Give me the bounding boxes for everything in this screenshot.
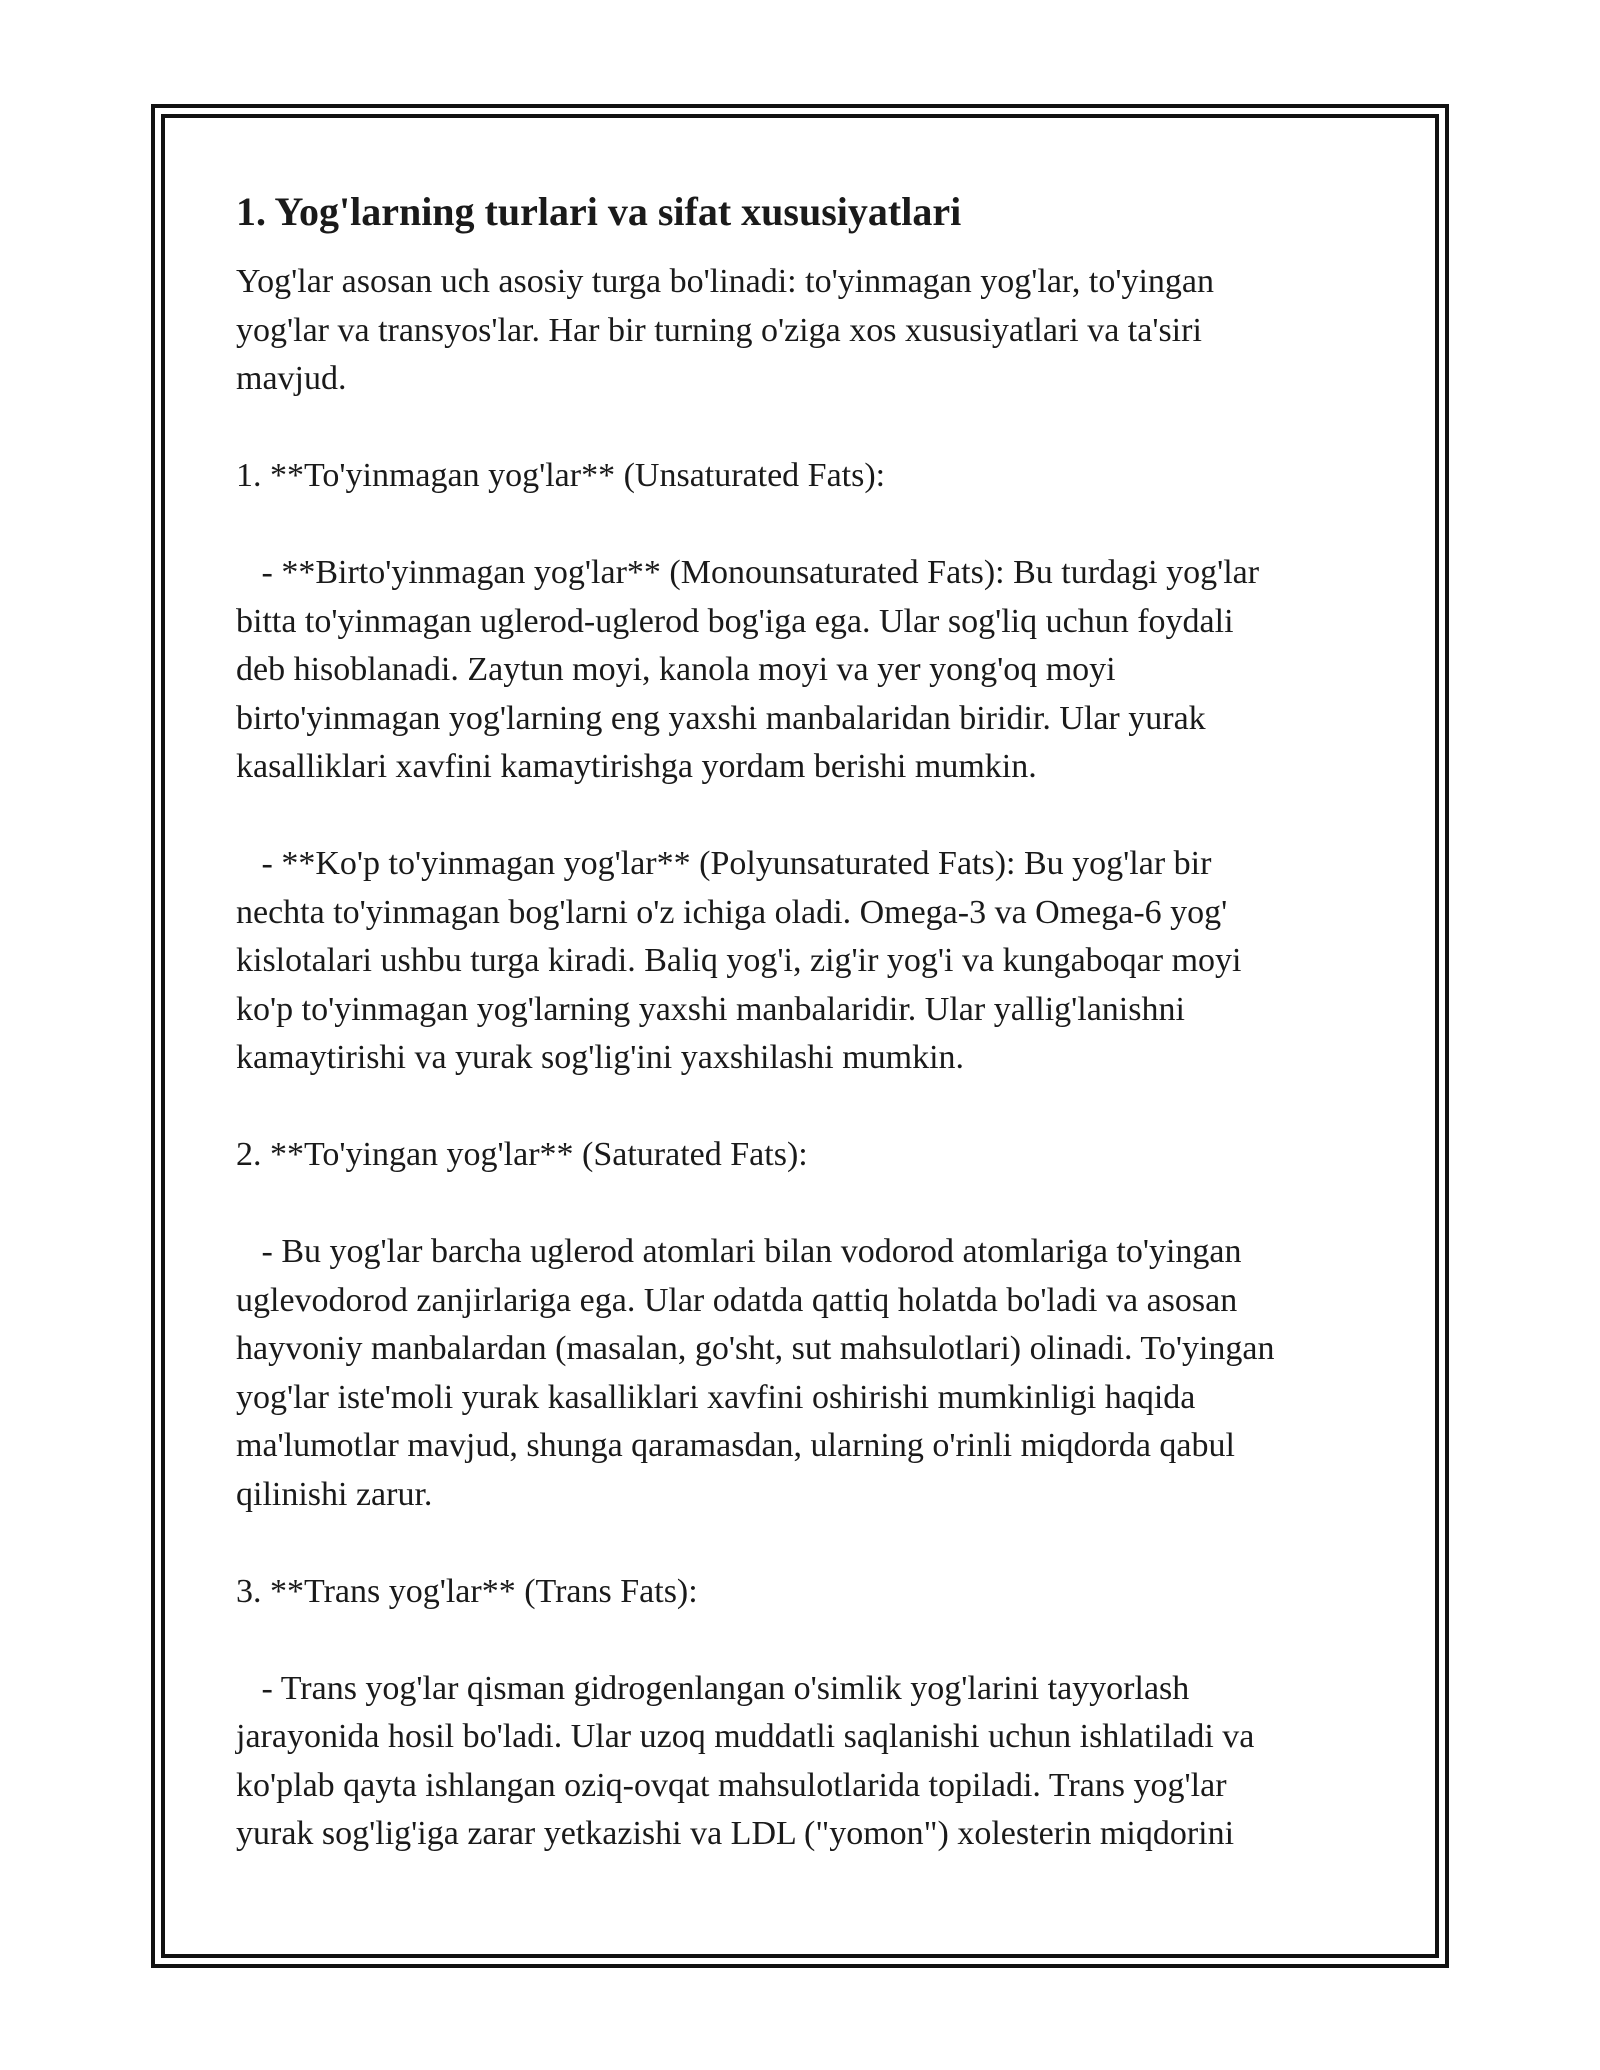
- intro-paragraph: Yog'lar asosan uch asosiy turga bo'linadi: to'yinmagan yog'lar, to'yingan yog'lar va transyos'lar. Har bir turning o'ziga xos xususiyatlari va ta'siri mavjud.: [236, 263, 1214, 397]
- subitem-polyunsaturated: - **Ko'p to'yinmagan yog'lar** (Polyunsaturated Fats): Bu yog'lar bir nechta to'yinmagan bog'larni o'z ichiga oladi. Omega-3 va Omega-6 yog' kislotalari ushbu turga kiradi. Baliq yog'i, zig'ir yog'i va kungaboqar moyi ko'p to'yinmagan yog'larning yaxshi manbalaridir. Ular yallig'lanishni kamaytirishi va yurak sog'lig'ini yaxshilashi mumkin.: [236, 845, 1242, 1076]
- section-heading: 1. Yog'larning turlari va sifat xususiyatlari: [236, 189, 962, 234]
- paragraph-spacer: [236, 1180, 1366, 1229]
- paragraph-spacer: [236, 1519, 1366, 1568]
- paragraph-spacer: [236, 1616, 1366, 1665]
- paragraph-spacer: [236, 501, 1366, 550]
- document-body: [236, 186, 1366, 1859]
- subitem-trans-description: - Trans yog'lar qisman gidrogenlangan o'simlik yog'larini tayyorlash jarayonida hosil bo'ladi. Ular uzoq muddatli saqlanishi uchun ishlatiladi va ko'plab qayta ishlangan oziq-ovqat mahsulotlarida topiladi. Trans yog'lar yurak sog'lig'iga zarar yetkazishi va LDL ("yomon") xolesterin miqdorini: [236, 1669, 1255, 1852]
- paragraph-spacer: [236, 1083, 1366, 1132]
- list-item-saturated: 2. **To'yingan yog'lar** (Saturated Fats):: [236, 1136, 808, 1173]
- paragraph-spacer: [236, 792, 1366, 841]
- list-item-trans: 3. **Trans yog'lar** (Trans Fats):: [236, 1572, 698, 1610]
- paragraph-spacer: [236, 404, 1366, 453]
- list-item-unsaturated: 1. **To'yinmagan yog'lar** (Unsaturated Fats):: [236, 457, 886, 494]
- subitem-saturated-description: - Bu yog'lar barcha uglerod atomlari bilan vodorod atomlariga to'yingan uglevodorod zanjirlariga ega. Ular odatda qattiq holatda bo'ladi va asosan hayvoniy manbalardan (masalan, go'sht, sut mahsulotlari) olinadi. To'yingan yog'lar iste'moli yurak kasalliklari xavfini oshirishi mumkinligi haqida ma'lumotlar mavjud, shunga qaramasdan, ularning o'rinli miqdorda qabul qilinishi zarur.: [236, 1233, 1275, 1513]
- subitem-monounsaturated: - **Birto'yinmagan yog'lar** (Monounsaturated Fats): Bu turdagi yog'lar bitta to'yinmagan uglerod-uglerod bog'iga ega. Ular sog'liq uchun foydali deb hisoblanadi. Zaytun moyi, kanola moyi va yer yong'oq moyi birto'yinmagan yog'larning eng yaxshi manbalaridan biridir. Ular yurak kasalliklari xavfini kamaytirishga yordam berishi mumkin.: [236, 554, 1260, 785]
